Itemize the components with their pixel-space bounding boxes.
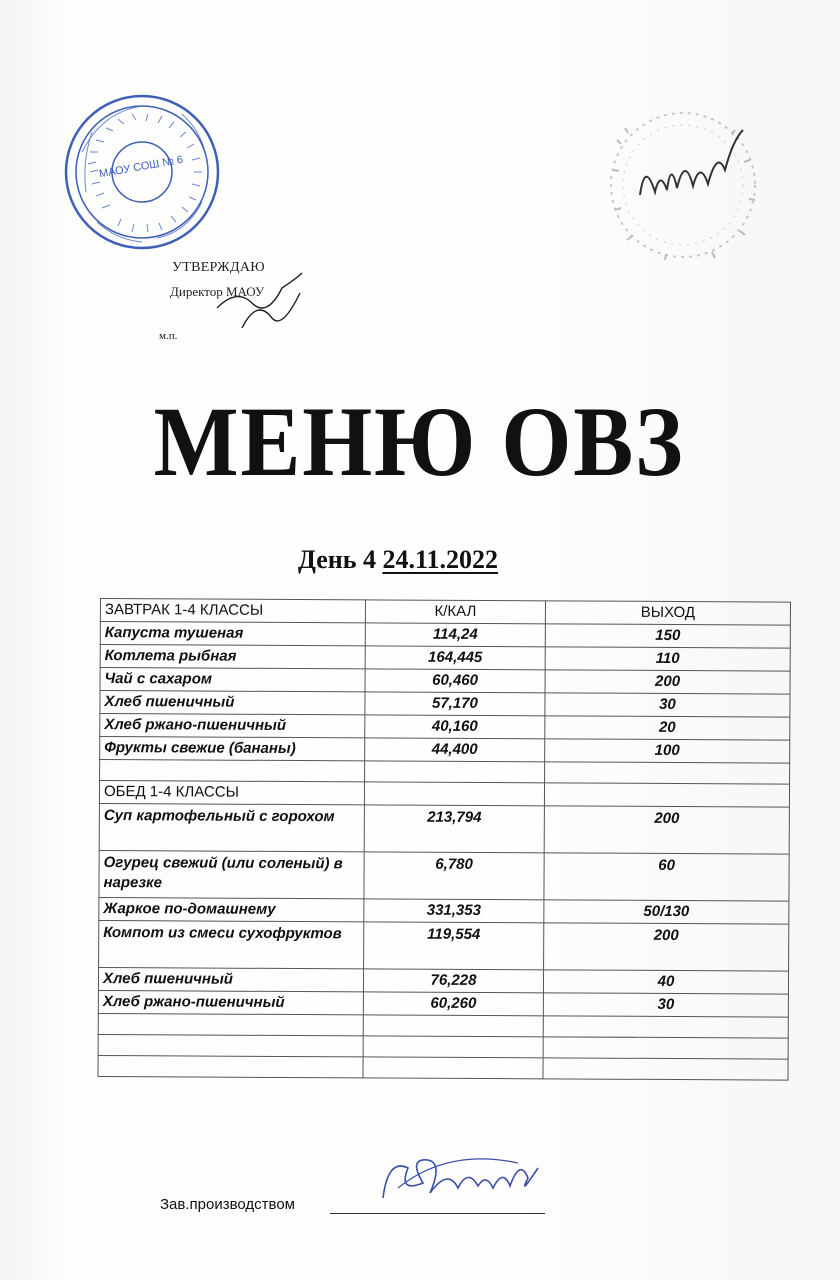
dish-kcal: 60,460 [365, 669, 545, 693]
table-row [98, 990, 788, 1017]
production-manager-label: Зав.производством [160, 1196, 295, 1213]
menu-date: 24.11.2022 [382, 545, 499, 574]
dish-yield: 60 [544, 853, 789, 901]
director-signature [212, 268, 307, 338]
dish-yield: 110 [545, 647, 790, 671]
dish-kcal: 6,780 [364, 852, 544, 900]
dish-yield: 20 [545, 716, 790, 740]
dish-kcal: 331,353 [364, 899, 544, 923]
dish-yield: 150 [545, 624, 790, 648]
dish-kcal: 114,24 [365, 623, 545, 647]
approve-label: УТВЕРЖДАЮ [172, 260, 265, 275]
dish-yield: 50/130 [544, 900, 789, 924]
dish-yield: 100 [545, 739, 790, 763]
dish-name: Котлета рыбная [100, 645, 365, 669]
table-row [99, 920, 789, 971]
dish-name: Хлеб ржано-пшеничный [100, 714, 365, 738]
table-row [99, 850, 789, 901]
dish-name: Фрукты свежие (бананы) [100, 737, 365, 761]
column-header-yield: ВЫХОД [545, 601, 790, 625]
dish-name: Хлеб пшеничный [100, 691, 365, 715]
table-row [98, 967, 788, 994]
dish-kcal: 164,445 [365, 646, 545, 670]
menu-table [97, 598, 790, 1081]
dish-name: Чай с сахаром [100, 668, 365, 692]
dish-name: Хлеб ржано-пшеничный [98, 990, 363, 1014]
mp-label: м.п. [159, 330, 178, 342]
dish-name: Капуста тушеная [100, 622, 365, 646]
school-seal-stamp [62, 92, 222, 252]
dish-yield: 200 [545, 670, 790, 694]
dish-yield: 30 [543, 993, 788, 1017]
lunch-section-title: ОБЕД 1-4 КЛАССЫ [99, 781, 364, 805]
dish-kcal: 119,554 [364, 922, 544, 970]
dish-name: Жаркое по-домашнему [99, 897, 364, 921]
table-row [100, 737, 790, 764]
dish-kcal: 40,160 [365, 715, 545, 739]
dish-kcal: 57,170 [365, 692, 545, 716]
table-row [99, 803, 789, 854]
table-row-empty [98, 1055, 788, 1080]
dish-name: Хлеб пшеничный [98, 967, 363, 991]
dish-yield: 30 [545, 693, 790, 717]
table-row [100, 714, 790, 741]
table-row [100, 622, 790, 649]
column-header-kcal: К/КАЛ [365, 600, 545, 624]
dish-name: Компот из смеси сухофруктов [99, 920, 364, 968]
table-section-row [99, 781, 789, 808]
table-row [100, 668, 790, 695]
dish-kcal: 44,400 [365, 738, 545, 762]
dish-name: Огурец свежий (или соленый) в нарезке [99, 850, 364, 898]
table-row [100, 691, 790, 718]
dish-name: Суп картофельный с горохом [99, 803, 364, 851]
dish-kcal: 60,260 [363, 992, 543, 1016]
approval-block [62, 92, 265, 342]
day-label: День 4 [298, 545, 376, 574]
dish-yield: 40 [543, 970, 788, 994]
day-date-line [298, 545, 498, 575]
column-header-meal: ЗАВТРАК 1-4 КЛАССЫ [100, 599, 365, 623]
seal-text: МАОУ СОШ № 6 [98, 153, 185, 181]
table-row [100, 645, 790, 672]
manager-signature [368, 1138, 548, 1218]
dish-yield: 200 [544, 923, 789, 971]
dish-kcal: 76,228 [363, 969, 543, 993]
dish-kcal: 213,794 [364, 805, 544, 853]
right-stamp-signature [605, 100, 765, 265]
dish-yield: 200 [544, 806, 789, 854]
table-header-row [100, 599, 790, 626]
table-row [99, 897, 789, 924]
page-title: МЕНЮ ОВЗ [153, 386, 685, 497]
director-label: Директор МАОУ [170, 284, 265, 299]
